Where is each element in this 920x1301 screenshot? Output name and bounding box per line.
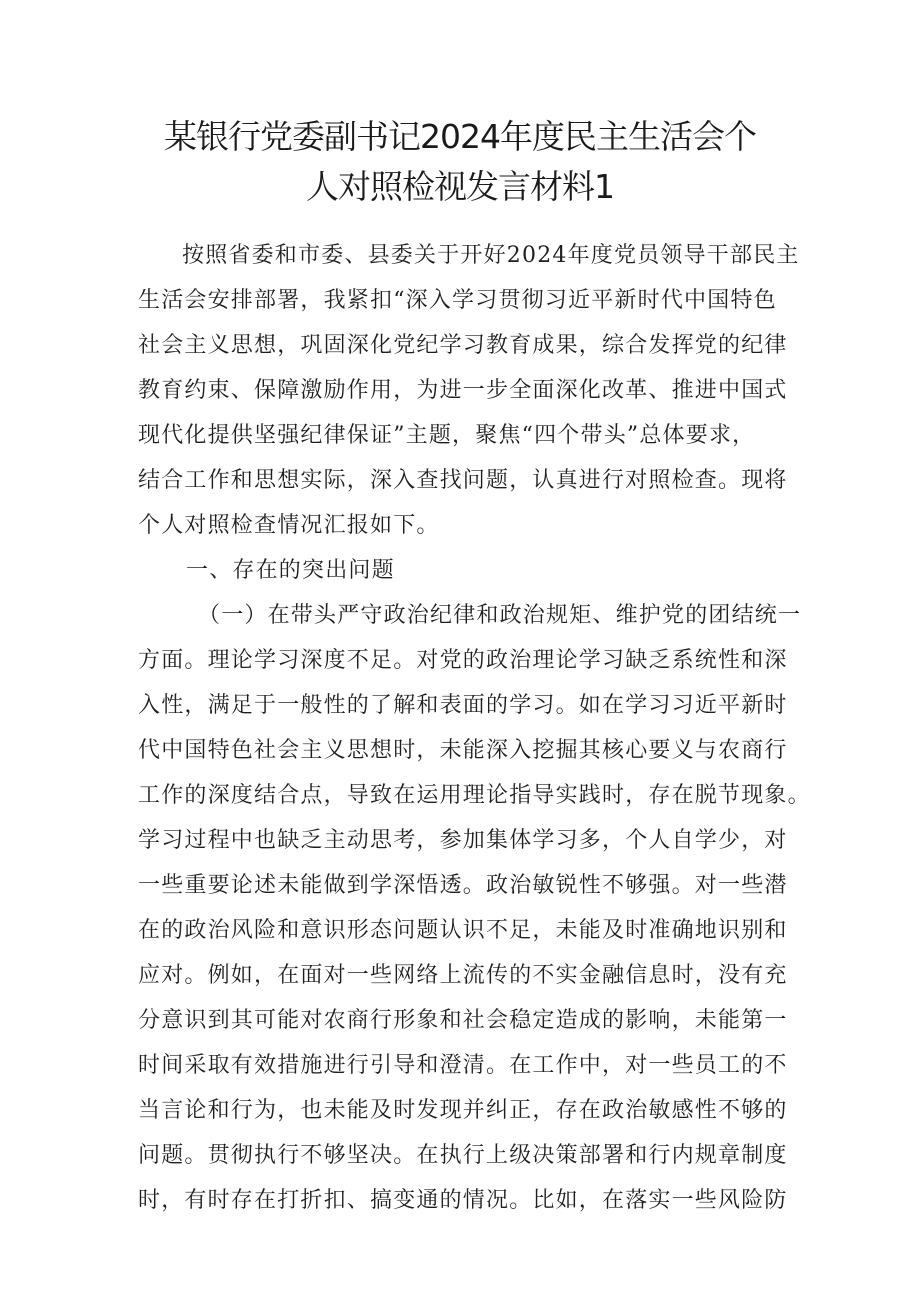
section-heading: 一、存在的突出问题 xyxy=(186,558,395,583)
document-body xyxy=(138,233,811,1223)
paragraph-line: （一）在带头严守政治纪律和政治规矩、维护党的团结统一 xyxy=(198,603,802,628)
paragraph-line: 按照省委和市委、县委关于开好2024年度党员领导干部民主 xyxy=(182,243,800,268)
paragraph-line: 现代化提供坚强纪律保证”主题，聚焦“四个带头”总体要求， xyxy=(138,423,756,448)
paragraph-line: 当言论和行为，也未能及时发现并纠正，存在政治敏感性不够的 xyxy=(138,1098,788,1123)
paragraph-line: 方面。理论学习深度不足。对党的政治理论学习缺乏系统性和深 xyxy=(138,648,788,673)
paragraph-line: 教育约束、保障激励作用，为进一步全面深化改革、推进中国式 xyxy=(138,378,788,403)
document-title xyxy=(120,112,800,212)
title-line-2: 人对照检视发言材料1 xyxy=(306,167,614,206)
paragraph-line: 应对。例如，在面对一些网络上流传的不实金融信息时，没有充 xyxy=(138,963,788,988)
paragraph-line: 生活会安排部署，我紧扣“深入学习贯彻习近平新时代中国特色 xyxy=(138,288,777,313)
paragraph-line: 结合工作和思想实际，深入查找问题，认真进行对照检查。现将 xyxy=(138,468,788,493)
paragraph-line: 在的政治风险和意识形态问题认识不足，未能及时准确地识别和 xyxy=(138,918,788,943)
title-line-1: 某银行党委副书记2024年度民主生活会个 xyxy=(164,117,756,156)
paragraph-line: 入性，满足于一般性的了解和表面的学习。如在学习习近平新时 xyxy=(138,693,788,718)
paragraph-line: 社会主义思想，巩固深化党纪学习教育成果，综合发挥党的纪律 xyxy=(138,333,788,358)
paragraph-line: 个人对照检查情况汇报如下。 xyxy=(138,513,440,538)
paragraph-line: 分意识到其可能对农商行形象和社会稳定造成的影响，未能第一 xyxy=(138,1008,788,1033)
paragraph-line: 学习过程中也缺乏主动思考，参加集体学习多，个人自学少，对 xyxy=(138,828,788,853)
paragraph-line: 问题。贯彻执行不够坚决。在执行上级决策部署和行内规章制度 xyxy=(138,1143,788,1168)
paragraph-line: 时间采取有效措施进行引导和澄清。在工作中，对一些员工的不 xyxy=(138,1053,788,1078)
paragraph-line: 一些重要论述未能做到学深悟透。政治敏锐性不够强。对一些潜 xyxy=(138,873,788,898)
paragraph-line: 代中国特色社会主义思想时，未能深入挖掘其核心要义与农商行 xyxy=(138,738,788,763)
paragraph-line: 时，有时存在打折扣、搞变通的情况。比如，在落实一些风险防 xyxy=(138,1188,788,1213)
paragraph-line: 工作的深度结合点，导致在运用理论指导实践时，存在脱节现象。 xyxy=(138,783,811,808)
